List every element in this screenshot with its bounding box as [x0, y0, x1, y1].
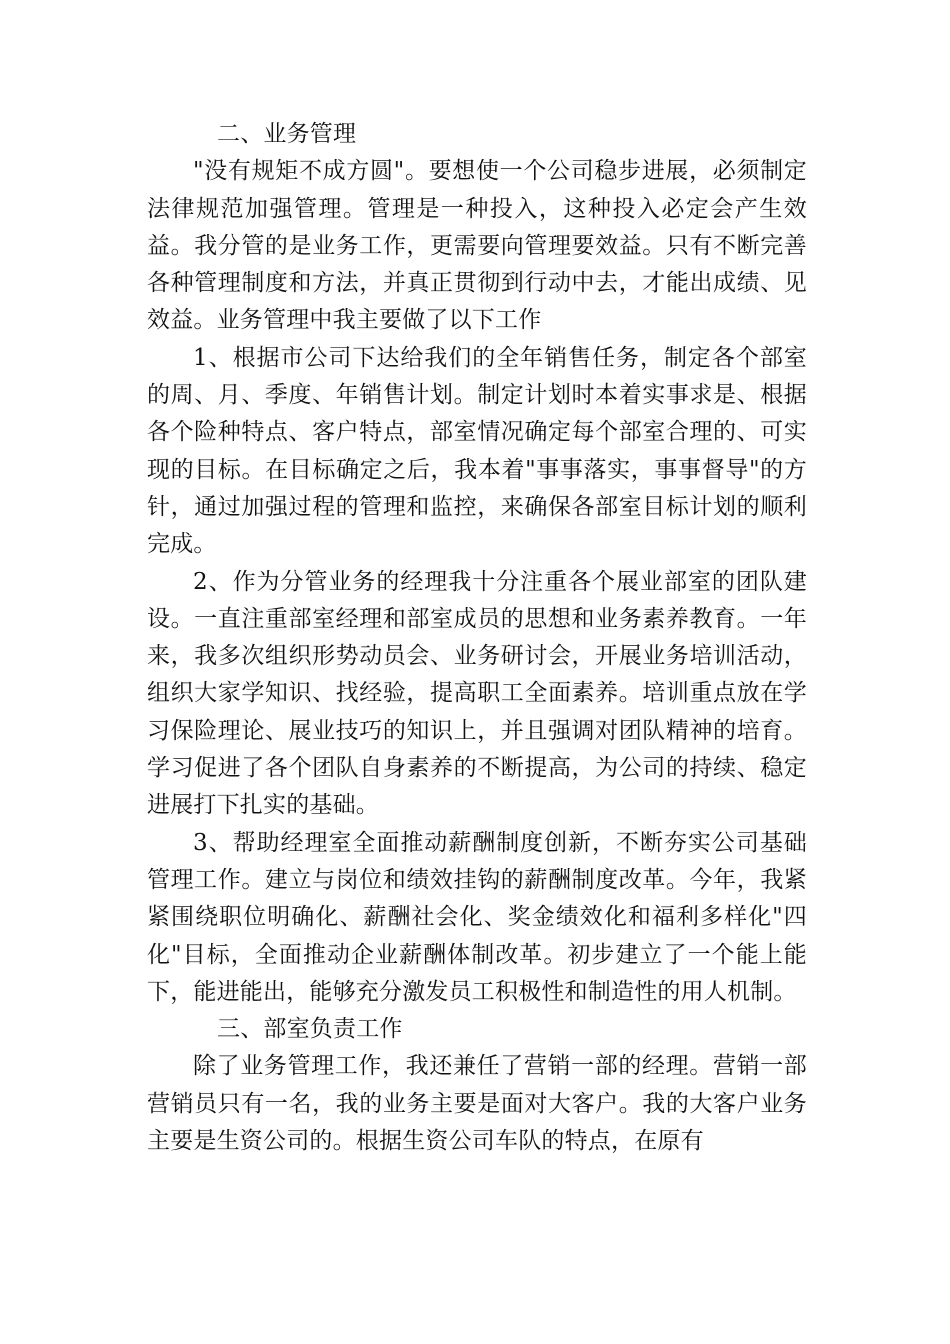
paragraph-intro: "没有规矩不成方圆"。要想使一个公司稳步进展，必须制定法律规范加强管理。管理是一种投入，这种投入必定会产生效益。我分管的是业务工作，更需要向管理要效益。只有不断完善各种管理制度和方法，并真正贯彻到行动中去，才能出成绩、见效益。业务管理中我主要做了以下工作 [147, 158, 807, 334]
paragraph-department: 除了业务管理工作，我还兼任了营销一部的经理。营销一部营销员只有一名，我的业务主要是面对大客户。我的大客户业务主要是生资公司的。根据生资公司车队的特点，在原有 [147, 1053, 807, 1155]
paragraph-item-2: 2、作为分管业务的经理我十分注重各个展业部室的团队建设。一直注重部室经理和部室成员的思想和业务素养教育。一年来，我多次组织形势动员会、业务研讨会，开展业务培训活动，组织大家学知识、找经验，提高职工全面素养。培训重点放在学习保险理论、展业技巧的知识上，并且强调对团队精神的培育。学习促进了各个团队自身素养的不断提高，为公司的持续、稳定进展打下扎实的基础。 [147, 568, 807, 819]
paragraph-item-3: 3、帮助经理室全面推动薪酬制度创新，不断夯实公司基础管理工作。建立与岗位和绩效挂钩的薪酬制度改革。今年，我紧紧围绕职位明确化、薪酬社会化、奖金绩效化和福利多样化"四化"目标，全面推动企业薪酬体制改革。初步建立了一个能上能下，能进能出，能够充分激发员工积极性和制造性的用人机制。 [147, 829, 807, 1005]
document-body [147, 116, 807, 1160]
section-heading-business-management: 二、业务管理 [217, 121, 357, 147]
paragraph-item-1: 1、根据市公司下达给我们的全年销售任务，制定各个部室的周、月、季度、年销售计划。制定计划时本着实事求是、根据各个险种特点、客户特点，部室情况确定每个部室合理的、可实现的目标。在目标确定之后，我本着"事事落实，事事督导"的方针，通过加强过程的管理和监控，来确保各部室目标计划的顺利完成。 [147, 344, 807, 558]
section-heading-department-work: 三、部室负责工作 [217, 1016, 403, 1043]
